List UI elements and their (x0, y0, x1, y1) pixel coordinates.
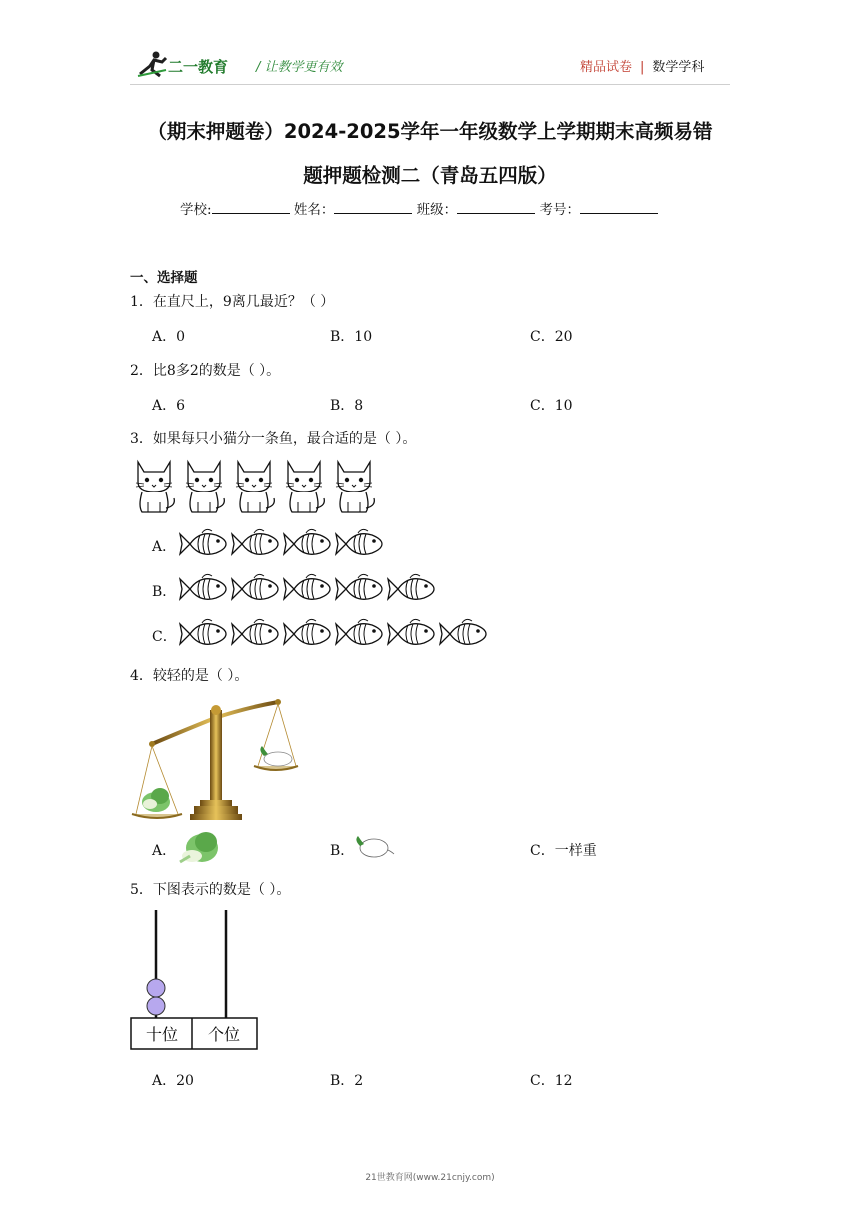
q2-option-c[interactable]: C．10 (530, 398, 573, 414)
exam-no-blank[interactable] (580, 201, 658, 214)
class-label: 班级： (416, 202, 458, 218)
q1-option-a[interactable]: A．0 (152, 329, 186, 345)
fish-icon (282, 572, 332, 606)
q5-option-b[interactable]: B．2 (330, 1073, 364, 1089)
fish-icon (282, 617, 332, 651)
q3-option-c[interactable]: C． (152, 629, 177, 645)
fish-icon (230, 572, 280, 606)
ones-label: 个位 (207, 1025, 241, 1044)
q5-option-c[interactable]: C．12 (530, 1073, 573, 1089)
fish-icon (386, 572, 436, 606)
section-heading: 一、选择题 (130, 270, 198, 286)
q4-option-a[interactable]: A． (152, 843, 177, 859)
question-1-stem: 1．在直尺上，9离几最近？（ ） (130, 294, 335, 310)
q2-option-a[interactable]: A．6 (152, 398, 186, 414)
q3-fish-row-a (178, 527, 386, 565)
q3-option-a[interactable]: A． (152, 539, 177, 555)
slogan: / 让教学更有效 (256, 60, 343, 75)
fish-icon (230, 527, 280, 561)
question-2-stem: 2．比8多2的数是（ ）。 (130, 363, 281, 379)
q2-option-b[interactable]: B．8 (330, 398, 364, 414)
header-tags (580, 56, 704, 75)
cat-icon (130, 456, 178, 514)
class-blank[interactable] (457, 201, 535, 214)
page-title-line2: 题押题检测二（青岛五四版） (303, 164, 557, 187)
fish-icon (178, 527, 228, 561)
cabbage-icon (176, 828, 222, 866)
question-4-stem: 4．较轻的是（ ）。 (130, 668, 249, 684)
cat-icon (180, 456, 228, 514)
abacus-bead (147, 979, 165, 997)
cat-icon (230, 456, 278, 514)
fish-icon (230, 617, 280, 651)
fish-icon (178, 617, 228, 651)
radish-icon (352, 832, 396, 860)
fish-icon (334, 617, 384, 651)
tag-separator: | (640, 60, 645, 75)
fish-icon (282, 527, 332, 561)
q1-option-c[interactable]: C．20 (530, 329, 573, 345)
abacus-illustration (130, 908, 260, 1050)
premium-tag: 精品试卷 (580, 60, 633, 75)
fish-icon (334, 572, 384, 606)
cat-icon (330, 456, 378, 514)
subject-tag: 数学学科 (652, 60, 705, 75)
school-blank[interactable] (212, 201, 290, 214)
question-3-stem: 3．如果每只小猫分一条鱼，最合适的是（ ）。 (130, 431, 417, 447)
cats-row (130, 456, 380, 518)
page-footer: 21世教育网(www.21cnjy.com) (365, 1173, 495, 1183)
fish-icon (438, 617, 488, 651)
fish-icon (386, 617, 436, 651)
name-blank[interactable] (334, 201, 412, 214)
q4-option-b[interactable]: B． (330, 843, 355, 859)
q3-fish-row-c (178, 617, 490, 655)
exam-no-label: 考号： (539, 202, 580, 218)
cat-icon (280, 456, 328, 514)
balance-scale-illustration (130, 696, 300, 824)
q3-option-b[interactable]: B． (152, 584, 177, 600)
logo-text: 二一教育 (168, 58, 229, 76)
cabbage-icon (142, 788, 170, 812)
q5-option-a[interactable]: A．20 (152, 1073, 194, 1089)
fish-icon (178, 572, 228, 606)
question-5-stem: 5．下图表示的数是（ ）。 (130, 882, 291, 898)
page-title-line1: （期末押题卷）2024-2025学年一年级数学上学期期末高频易错 (147, 120, 713, 143)
q4-option-c[interactable]: C．一样重 (530, 843, 597, 859)
brand-logo (136, 50, 246, 80)
student-info-line (180, 198, 658, 218)
name-label: 姓名： (293, 202, 335, 218)
tens-label: 十位 (145, 1025, 179, 1044)
q3-fish-row-b (178, 572, 438, 610)
q1-option-b[interactable]: B．10 (330, 329, 373, 345)
runner-logo-icon (136, 50, 170, 78)
header-divider (130, 84, 730, 85)
school-label: 学校: (180, 202, 212, 218)
fish-icon (334, 527, 384, 561)
abacus-bead (147, 997, 165, 1015)
radish-icon (260, 746, 292, 766)
